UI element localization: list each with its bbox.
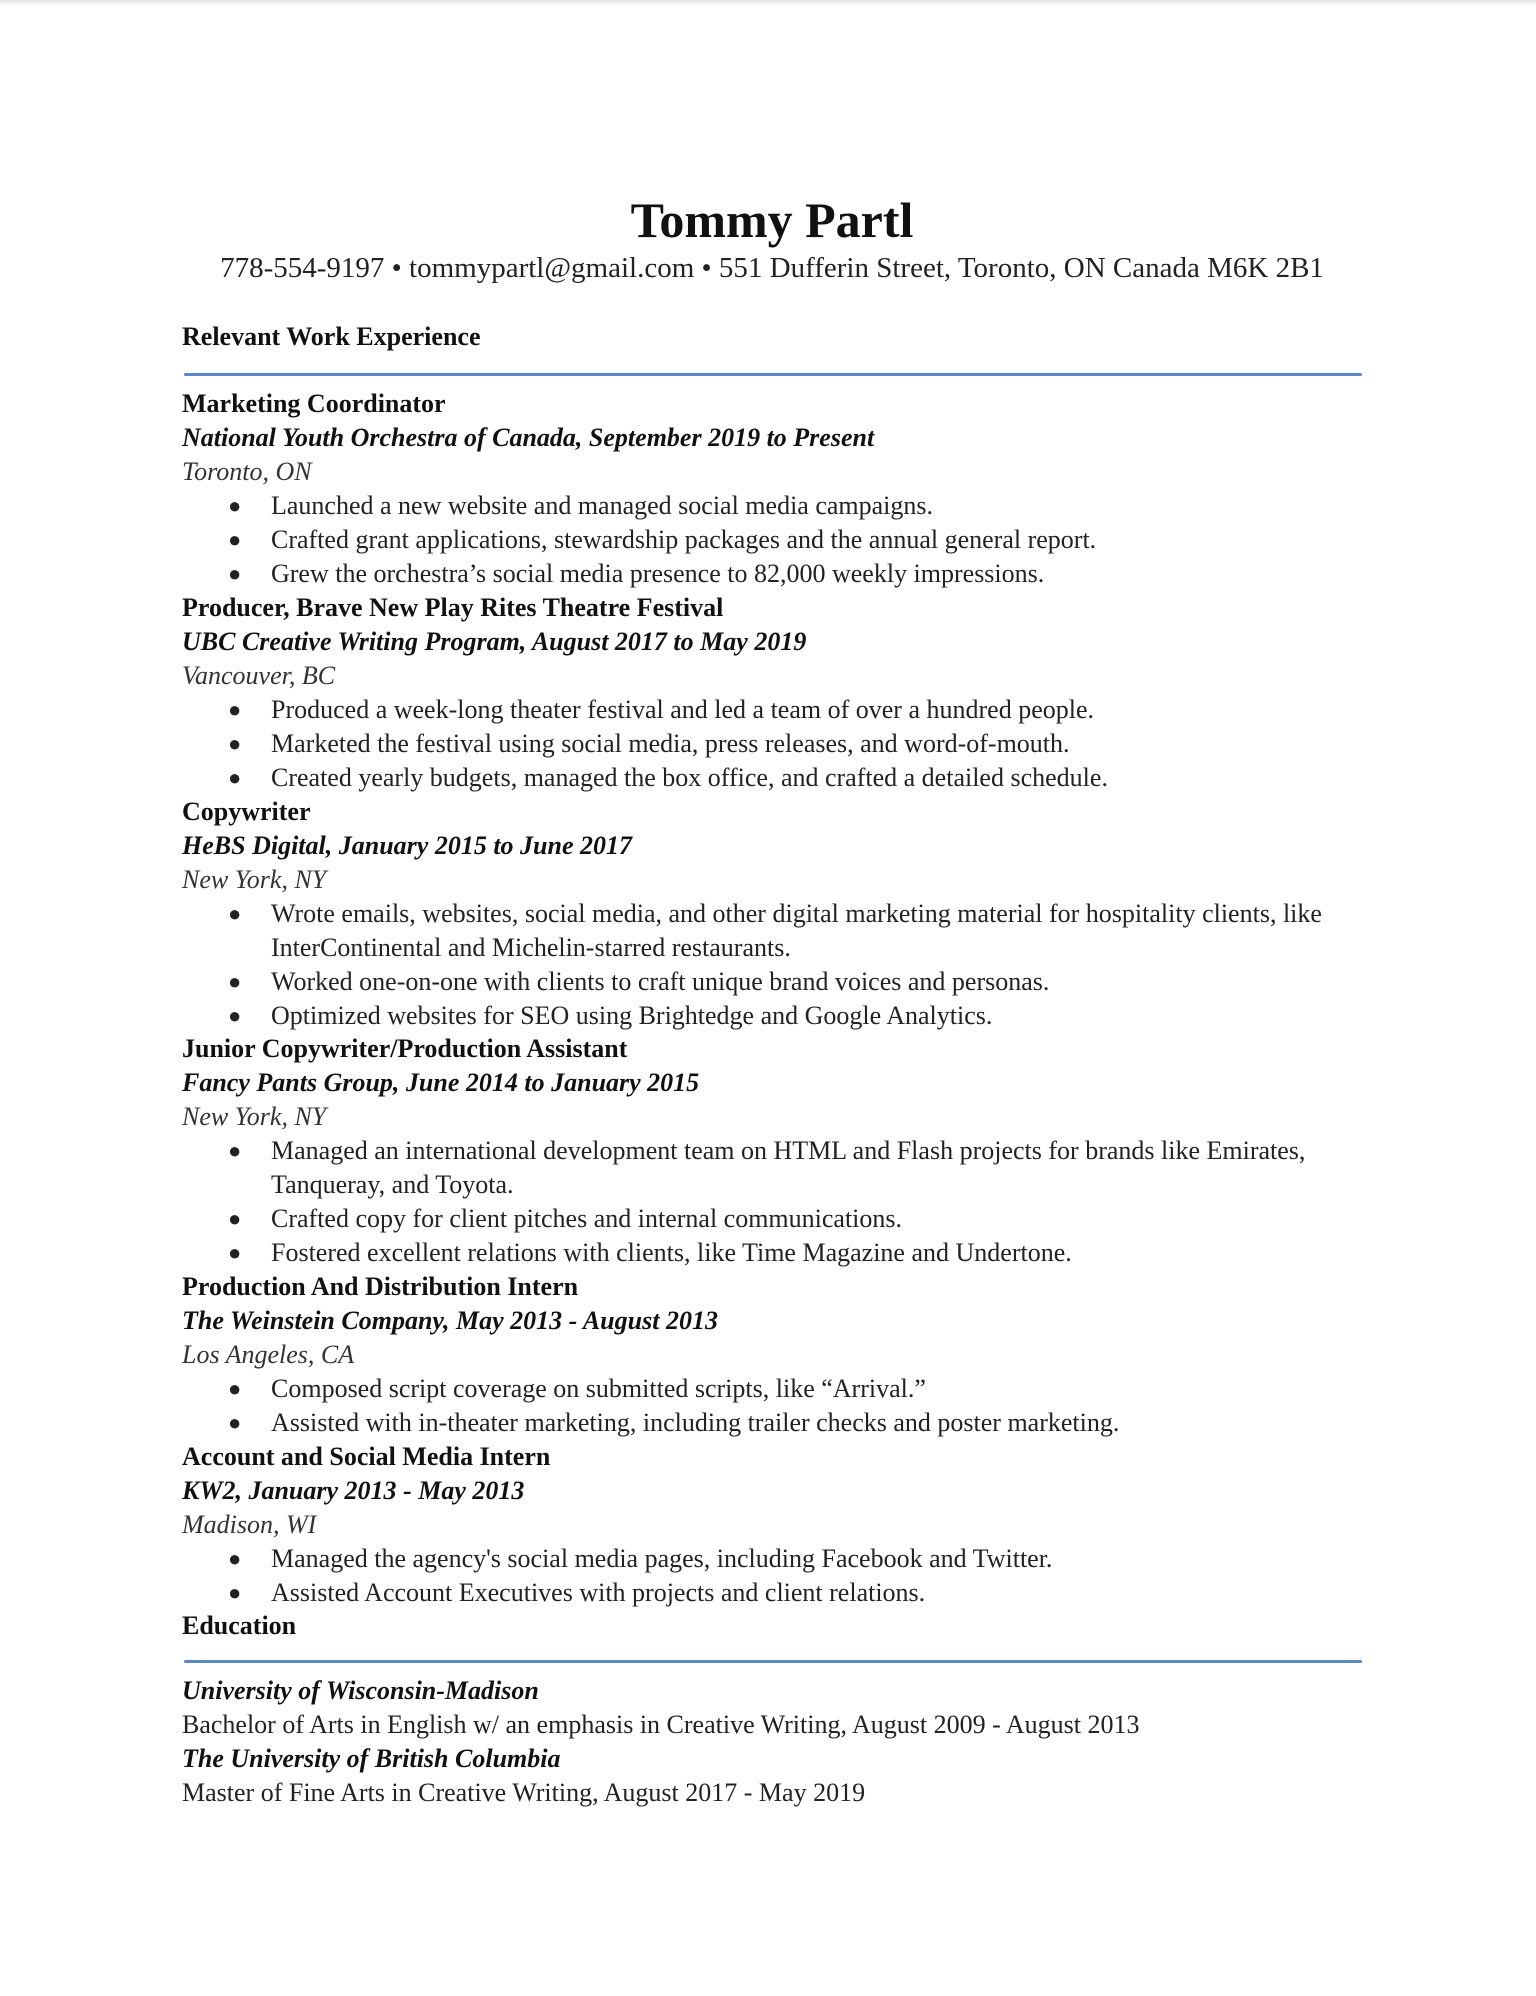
bullet-text: Managed the agency's social media pages, including Facebook and Twitter. — [271, 1544, 1053, 1573]
job-bullets — [182, 1372, 1362, 1440]
bullet-icon: ● — [228, 1138, 242, 1163]
job-title: Producer, Brave New Play Rites Theatre Festival — [182, 593, 724, 622]
bullet-icon: ● — [228, 697, 242, 722]
bullet-item — [182, 1236, 1372, 1270]
education-school: University of Wisconsin-Madison — [182, 1676, 539, 1705]
bullet-text: Assisted Account Executives with projects and client relations. — [271, 1578, 926, 1607]
bullet-text: Created yearly budgets, managed the box office, and crafted a detailed schedule. — [271, 763, 1108, 792]
bullet-text: Grew the orchestra’s social media presence to 82,000 weekly impressions. — [271, 559, 1045, 588]
bullet-item — [182, 727, 1372, 761]
bullet-icon: ● — [228, 1206, 242, 1231]
page-top-shadow — [0, 0, 1536, 6]
job-location: Toronto, ON — [182, 457, 312, 486]
job-entry — [182, 387, 1362, 591]
job-entry — [182, 591, 1362, 795]
bullet-text: Fostered excellent relations with clients, like Time Magazine and Undertone. — [271, 1238, 1072, 1267]
job-organization: KW2, January 2013 - May 2013 — [182, 1476, 525, 1505]
education-list — [182, 1674, 1362, 1810]
bullet-text: Managed an international development team on HTML and Flash projects for brands like Emirates, Tanqueray, and Toyota. — [271, 1136, 1306, 1199]
bullet-icon: ● — [228, 561, 242, 586]
job-bullets — [182, 1134, 1362, 1270]
job-title: Account and Social Media Intern — [182, 1442, 551, 1471]
bullet-item — [182, 1576, 1372, 1610]
job-entry — [182, 1270, 1362, 1440]
bullet-item — [182, 489, 1372, 523]
bullet-text: Worked one-on-one with clients to craft unique brand voices and personas. — [271, 967, 1050, 996]
bullet-icon: ● — [228, 493, 242, 518]
bullet-icon: ● — [228, 527, 242, 552]
bullet-text: Optimized websites for SEO using Brightedge and Google Analytics. — [271, 1001, 993, 1030]
bullet-text: Crafted copy for client pitches and internal communications. — [271, 1204, 903, 1233]
bullet-text: Produced a week-long theater festival and led a team of over a hundred people. — [271, 695, 1094, 724]
bullet-icon: ● — [228, 731, 242, 756]
bullet-text: Composed script coverage on submitted scripts, like “Arrival.” — [271, 1374, 926, 1403]
education-degree: Bachelor of Arts in English w/ an emphasis in Creative Writing, August 2009 - August 2013 — [182, 1710, 1140, 1739]
bullet-item — [182, 761, 1372, 795]
job-bullets — [182, 489, 1362, 591]
job-location: New York, NY — [182, 1102, 327, 1131]
bullet-icon: ● — [228, 1410, 242, 1435]
bullet-item — [182, 897, 1372, 965]
bullet-icon: ● — [228, 901, 242, 926]
job-location: Vancouver, BC — [182, 661, 336, 690]
bullet-text: Wrote emails, websites, social media, and other digital marketing material for hospitality clients, like InterContinental and Michelin-starred restaurants. — [271, 899, 1322, 962]
bullet-icon: ● — [228, 1546, 242, 1571]
bullet-icon: ● — [228, 1376, 242, 1401]
bullet-item — [182, 1406, 1372, 1440]
bullet-item — [182, 693, 1372, 727]
contact-info: 778-554-9197 • tommypartl@gmail.com • 551 Dufferin Street, Toronto, ON Canada M6K 2B1 — [220, 252, 1324, 284]
bullet-item — [182, 523, 1372, 557]
bullet-icon: ● — [228, 1003, 242, 1028]
job-organization: National Youth Orchestra of Canada, September 2019 to Present — [182, 423, 875, 452]
job-title: Production And Distribution Intern — [182, 1272, 579, 1301]
bullet-text: Launched a new website and managed social media campaigns. — [271, 491, 934, 520]
job-location: Los Angeles, CA — [182, 1340, 355, 1369]
job-organization: UBC Creative Writing Program, August 2017 to May 2019 — [182, 627, 807, 656]
section-title-education: Education — [182, 1611, 297, 1640]
section-divider-experience — [184, 373, 1362, 376]
bullet-icon: ● — [228, 969, 242, 994]
job-title: Marketing Coordinator — [182, 389, 446, 418]
bullet-item — [182, 557, 1372, 591]
bullet-item — [182, 1542, 1372, 1576]
job-organization: Fancy Pants Group, June 2014 to January 2015 — [182, 1068, 700, 1097]
bullet-item — [182, 965, 1372, 999]
bullet-icon: ● — [228, 1580, 242, 1605]
education-degree: Master of Fine Arts in Creative Writing, August 2017 - May 2019 — [182, 1778, 866, 1807]
bullet-text: Marketed the festival using social media, press releases, and word-of-mouth. — [271, 729, 1070, 758]
bullet-item — [182, 1202, 1372, 1236]
job-location: New York, NY — [182, 865, 327, 894]
job-title: Copywriter — [182, 797, 311, 826]
job-entry — [182, 1440, 1362, 1610]
job-bullets — [182, 1542, 1362, 1610]
section-title-experience: Relevant Work Experience — [182, 322, 481, 351]
education-school: The University of British Columbia — [182, 1744, 561, 1773]
job-organization: HeBS Digital, January 2015 to June 2017 — [182, 831, 632, 860]
job-location: Madison, WI — [182, 1510, 317, 1539]
job-title: Junior Copywriter/Production Assistant — [182, 1034, 628, 1063]
bullet-item — [182, 999, 1372, 1033]
bullet-item — [182, 1134, 1372, 1202]
job-bullets — [182, 693, 1362, 795]
job-bullets — [182, 897, 1362, 1033]
bullet-icon: ● — [228, 1240, 242, 1265]
bullet-text: Crafted grant applications, stewardship packages and the annual general report. — [271, 525, 1097, 554]
bullet-text: Assisted with in-theater marketing, including trailer checks and poster marketing. — [271, 1408, 1120, 1437]
job-entry — [182, 795, 1362, 1033]
job-organization: The Weinstein Company, May 2013 - August 2013 — [182, 1306, 718, 1335]
bullet-item — [182, 1372, 1372, 1406]
bullet-icon: ● — [228, 765, 242, 790]
section-divider-education — [184, 1660, 1362, 1663]
resume-name: Tommy Partl — [630, 192, 914, 248]
job-entry — [182, 1032, 1362, 1270]
